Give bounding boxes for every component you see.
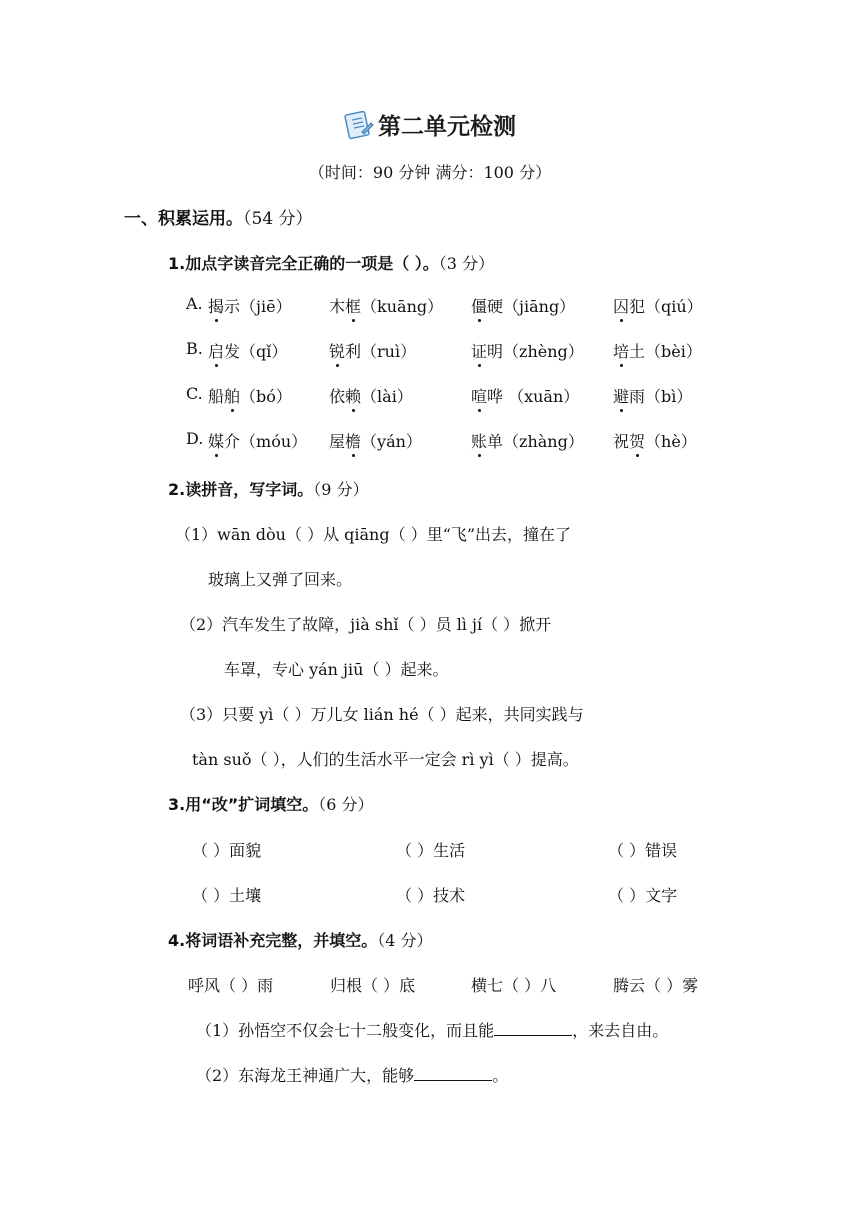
dotted-character: 囚 (613, 294, 629, 317)
word-prefix: 船 (208, 387, 225, 406)
word-prefix: 祝 (613, 432, 630, 451)
option-word (471, 429, 584, 452)
question-3-item: （ ）生活 (396, 841, 466, 860)
dotted-character: 证 (471, 339, 487, 362)
question-1-text: 1.加点字读音完全正确的一项是（ ）。 (168, 254, 439, 273)
dotted-character: 贺 (629, 429, 645, 452)
word-prefix: 木 (329, 297, 346, 316)
idiom-item: 归根（ ）底 (330, 976, 416, 995)
word-prefix: 依 (329, 387, 346, 406)
option-word (613, 294, 703, 317)
idiom-item: 呼风（ ）雨 (188, 976, 274, 995)
question-3-item: （ ）面貌 (192, 841, 262, 860)
word-suffix-pinyin: （lài） (361, 387, 413, 406)
question-3-item: （ ）文字 (608, 886, 678, 905)
exam-info: （时间：90 分钟 满分：100 分） (308, 163, 552, 182)
option-word (329, 429, 422, 452)
option-word (613, 384, 692, 407)
dotted-character: 僵 (471, 294, 487, 317)
section-score: （54 分） (243, 209, 313, 229)
option-label[interactable]: B. (186, 339, 203, 358)
question-1-score: （3 分） (438, 254, 495, 273)
word-suffix-pinyin: （hè） (645, 432, 697, 451)
option-word (471, 384, 579, 407)
dotted-character: 锐 (329, 339, 345, 362)
dotted-character: 媒 (208, 429, 224, 452)
option-label[interactable]: C. (186, 384, 203, 403)
word-suffix-pinyin: 犯（qiú） (629, 297, 703, 316)
question-3-item: （ ）土壤 (192, 886, 262, 905)
section-heading-text: 一、积累运用。 (124, 209, 243, 229)
dotted-character: 揭 (208, 294, 224, 317)
question-2-text: 2.读拼音，写字词。 (168, 480, 314, 499)
fill-sentence-2 (196, 1063, 508, 1086)
option-label[interactable]: A. (186, 294, 203, 313)
word-suffix-pinyin: 介（móu） (224, 432, 308, 451)
dotted-character: 培 (613, 339, 629, 362)
option-label[interactable]: D. (186, 429, 204, 448)
word-suffix-pinyin: （bó） (240, 387, 292, 406)
dotted-character: 避 (613, 384, 629, 407)
idiom-item: 横七（ ）八 (471, 976, 557, 995)
option-word (208, 384, 292, 407)
fill-sentence-1-suffix: ，来去自由。 (572, 1021, 669, 1040)
title-area (0, 108, 860, 144)
question-2-line: （1）wān dòu（ ）从 qiāng（ ）里“飞”出去，撞在了 (175, 525, 572, 544)
word-suffix-pinyin: （kuāng） (361, 297, 444, 316)
question-3-score: （6 分） (318, 795, 374, 814)
dotted-character: 檐 (345, 429, 361, 452)
option-word (471, 339, 584, 362)
question-3-item: （ ）技术 (396, 886, 466, 905)
question-2-score: （9 分） (313, 480, 369, 499)
notebook-icon (344, 110, 374, 140)
word-suffix-pinyin: 土（bèi） (629, 342, 702, 361)
page-title (344, 108, 516, 141)
option-word (613, 339, 702, 362)
word-suffix-pinyin: 雨（bì） (629, 387, 693, 406)
dotted-character: 账 (471, 429, 487, 452)
answer-blank[interactable] (494, 1019, 572, 1036)
option-word (471, 294, 575, 317)
question-2-line: （3）只要 yì（ ）万儿女 lián hé（ ）起来，共同实践与 (180, 705, 584, 724)
word-suffix-pinyin: 单（zhàng） (487, 432, 584, 451)
fill-sentence-1 (196, 1018, 668, 1041)
answer-blank[interactable] (414, 1064, 492, 1081)
dotted-character: 舶 (224, 384, 240, 407)
option-word (208, 294, 292, 317)
word-suffix-pinyin: （yán） (361, 432, 422, 451)
dotted-character: 喧 (471, 384, 487, 407)
word-suffix-pinyin: 示（jiē） (224, 297, 292, 316)
option-word (329, 384, 413, 407)
option-word (329, 339, 416, 362)
word-suffix-pinyin: 明（zhèng） (487, 342, 584, 361)
option-word (613, 429, 697, 452)
word-suffix-pinyin: 硬（jiāng） (487, 297, 576, 316)
question-4-score: （4 分） (377, 931, 433, 950)
question-2-line: tàn suǒ（ ），人们的生活水平一定会 rì yì（ ）提高。 (192, 750, 579, 769)
question-3-stem (168, 792, 374, 815)
word-suffix-pinyin: 哗 （xuān） (487, 387, 580, 406)
fill-sentence-1-prefix: （1）孙悟空不仅会七十二般变化，而且能 (196, 1021, 495, 1040)
question-2-line: （2）汽车发生了故障，jià shǐ（ ）员 lì jí（ ）掀开 (180, 615, 552, 634)
fill-sentence-2-prefix: （2）东海龙王神通广大，能够 (196, 1066, 415, 1085)
question-1-stem (168, 251, 494, 274)
option-word (208, 429, 307, 452)
word-suffix-pinyin: 利（ruì） (345, 342, 417, 361)
word-prefix: 屋 (329, 432, 346, 451)
question-2-stem (168, 477, 369, 500)
fill-sentence-2-suffix: 。 (492, 1066, 509, 1085)
question-4-text: 4.将词语补充完整，并填空。 (168, 931, 378, 950)
dotted-character: 启 (208, 339, 224, 362)
question-2-line: 车罩，专心 yán jiū（ ）起来。 (224, 660, 449, 679)
question-4-stem (168, 928, 433, 951)
question-3-text: 3.用“改”扩词填空。 (168, 795, 319, 814)
dotted-character: 框 (345, 294, 361, 317)
section-heading (124, 204, 313, 229)
question-3-item: （ ）错误 (608, 841, 678, 860)
word-suffix-pinyin: 发（qǐ） (224, 342, 288, 361)
option-word (208, 339, 287, 362)
page-title-text: 第二单元检测 (378, 114, 516, 140)
idiom-item: 腾云（ ）雾 (613, 976, 699, 995)
option-word (329, 294, 443, 317)
dotted-character: 赖 (345, 384, 361, 407)
question-2-line: 玻璃上又弹了回来。 (208, 570, 353, 589)
